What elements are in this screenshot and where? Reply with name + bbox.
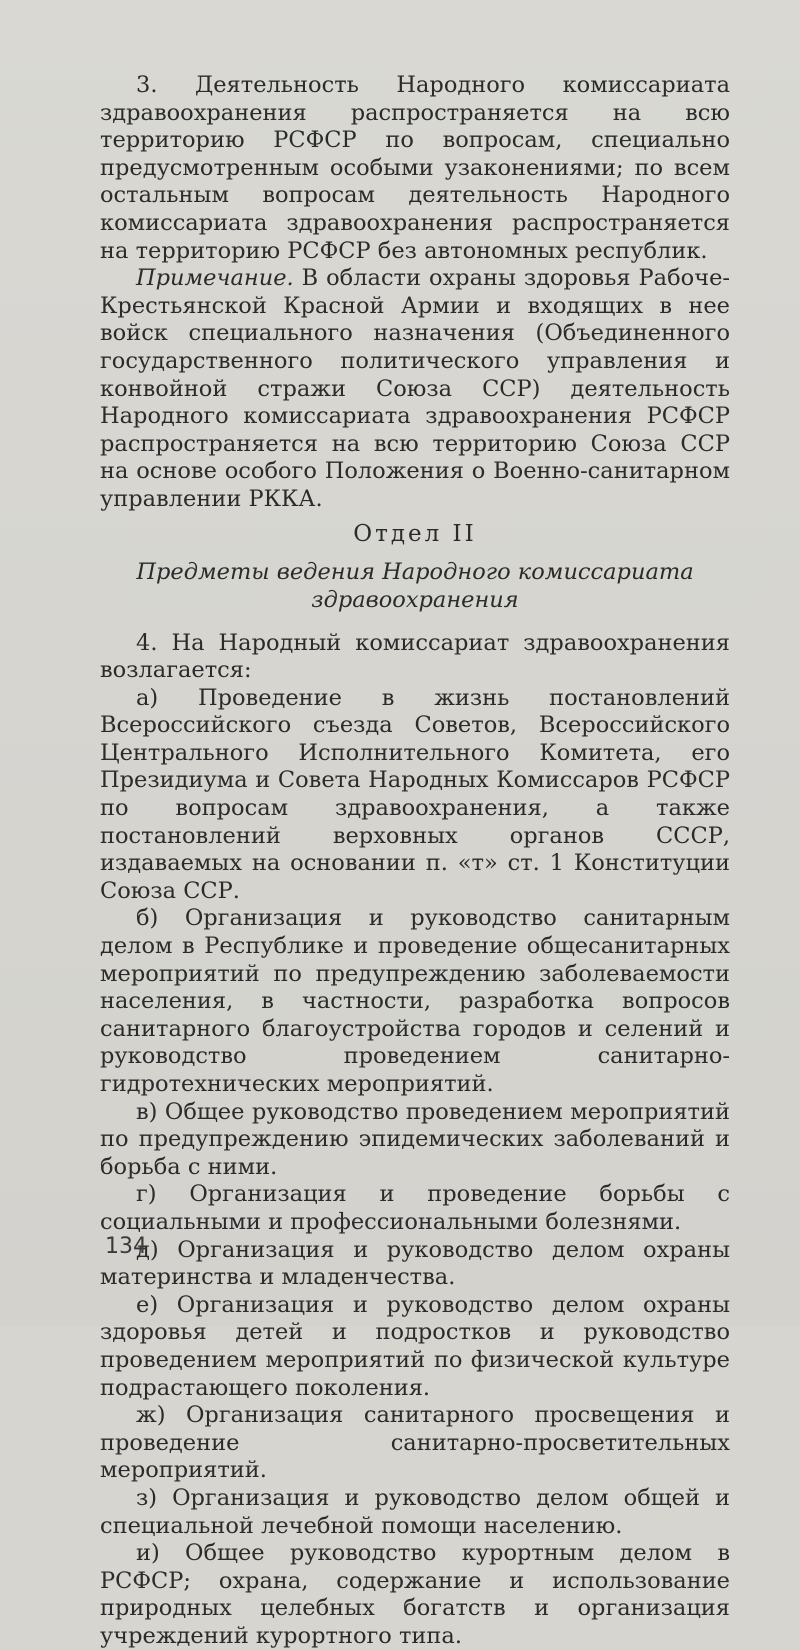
paragraph-point-3: 3. Деятельность Народного комиссариата здравоохранения распространяется на всю территорию РСФСР по вопросам, специально предусмотренным особыми узаконениями; по всем остальным вопросам деятельность Народного комиссариата здравоохранения распространяется на территорию РСФСР без автономных республик. xyxy=(100,72,730,264)
spacer xyxy=(100,622,730,630)
list-item-d: д) Организация и руководство делом охраны материнства и младенчества. xyxy=(100,1236,730,1291)
list-item-z: з) Организация и руководство делом общей и специальной лечебной помощи населению. xyxy=(100,1484,730,1539)
note-text: В области охраны здоровья Рабоче-Крестьянской Красной Армии и входящих в нее войск специального назначения (Объединенного государственного политического управления и конвойной стражи Союза ССР) деятельность Народного комиссариата здравоохранения РСФСР распространяется на всю территорию Союза ССР на основе особого Положения о Военно-санитарном управлении РККА. xyxy=(100,265,730,512)
list-item-zh: ж) Организация санитарного просвещения и проведение санитарно-просветительных мероприятий. xyxy=(100,1402,730,1484)
section-title-line-2: здравоохранения xyxy=(311,586,519,613)
list-item-a: а) Проведение в жизнь постановлений Всероссийского съезда Советов, Всероссийского Центрального Исполнительного Комитета, его Президиума и Совета Народных Комиссаров РСФСР по вопросам здравоохранения, а также постановлений верховных органов СССР, издаваемых на основании п. «т» ст. 1 Конституции Союза ССР. xyxy=(100,684,730,904)
list-item-g: г) Организация и проведение борьбы с социальными и профессиональными болезнями. xyxy=(100,1181,730,1235)
paragraph-point-4: 4. На Народный комиссариат здравоохранения возлагается: xyxy=(100,629,730,684)
section-title xyxy=(100,558,730,614)
paragraph-note xyxy=(100,265,730,513)
section-title-line-1: Предметы ведения Народного комиссариата xyxy=(136,558,694,585)
section-heading: Отдел II xyxy=(353,520,477,547)
list-item-b: б) Организация и руководство санитарным делом в Республике и проведение общесанитарных мероприятий по предупреждению заболеваемости населения, в частности, разработка вопросов санитарного благоустройства городов и селений и руководство проведением санитарно-гидротехнических мероприятий. xyxy=(100,905,730,1097)
list-item-e: е) Организация и руководство делом охраны здоровья детей и подростков и руководство проведением мероприятий по физической культуре подрастающего поколения. xyxy=(100,1291,730,1401)
list-item-i: и) Общее руководство курортным делом в РСФСР; охрана, содержание и использование природных целебных богатств и организация учреждений курортного типа. xyxy=(100,1540,730,1649)
note-label: Примечание. xyxy=(136,265,294,292)
page-number: 134 xyxy=(105,1234,147,1259)
list-item-v: в) Общее руководство проведением мероприятий по предупреждению эпидемических заболеваний и борьба с ними. xyxy=(100,1098,730,1180)
